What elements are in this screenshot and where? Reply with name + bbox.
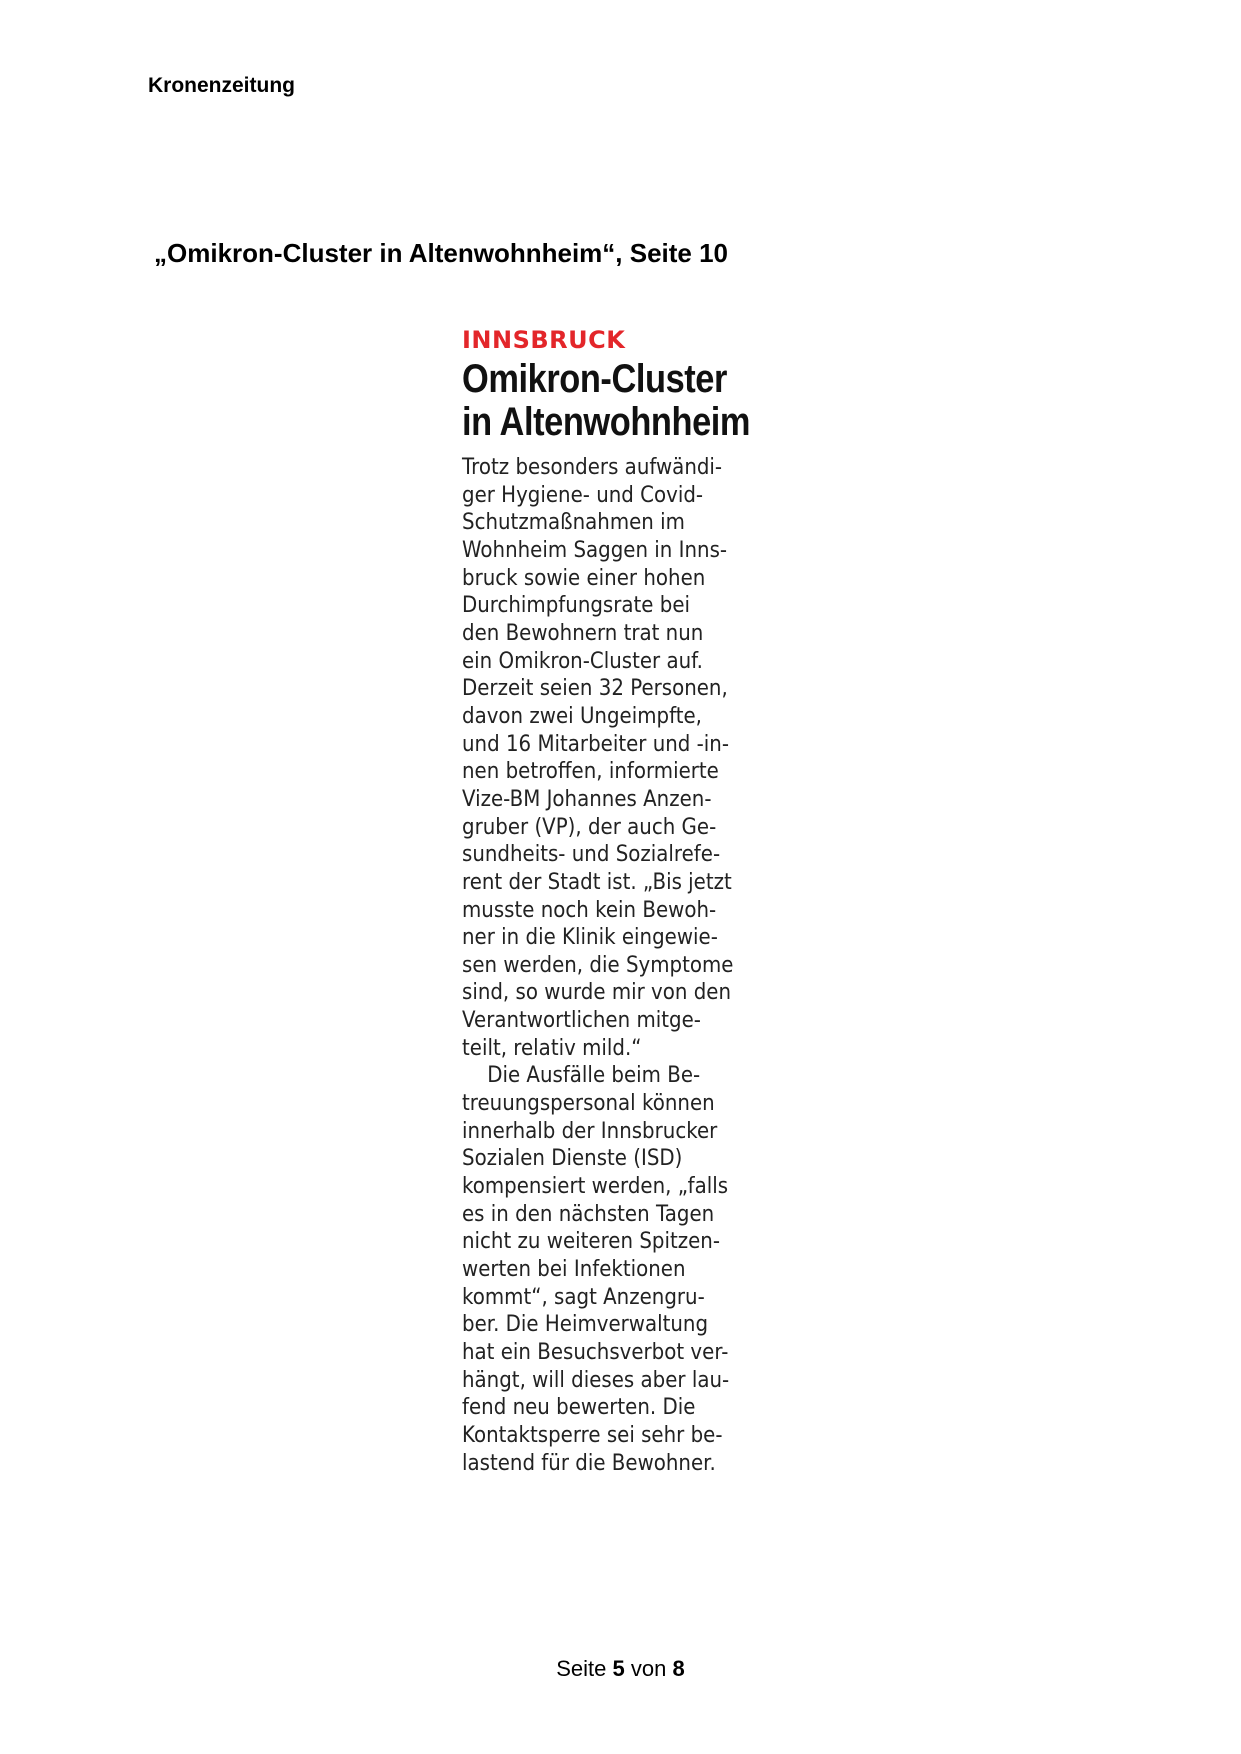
article-body bbox=[462, 454, 792, 1477]
body-line: bruck sowie einer hohen bbox=[462, 565, 706, 591]
article-headline bbox=[462, 357, 751, 444]
body-line: und 16 Mitarbeiter und -in- bbox=[462, 731, 730, 757]
headline-line: in Altenwohnheim bbox=[462, 400, 751, 444]
body-line: den Bewohnern trat nun bbox=[462, 620, 704, 646]
body-line: fend neu bewerten. Die bbox=[462, 1395, 696, 1421]
body-line: kommt“, sagt Anzengru- bbox=[462, 1284, 705, 1310]
article-kicker: INNSBRUCK bbox=[462, 326, 626, 354]
body-line: Die Ausfälle beim Be- bbox=[487, 1063, 701, 1089]
body-line: ger Hygiene- und Covid- bbox=[462, 482, 704, 508]
page-number bbox=[0, 1656, 1241, 1682]
body-line: Vize-BM Johannes Anzen- bbox=[462, 786, 712, 812]
body-line: es in den nächsten Tagen bbox=[462, 1201, 715, 1227]
body-line: nicht zu weiteren Spitzen- bbox=[462, 1229, 721, 1255]
body-line: werten bei Infektionen bbox=[462, 1257, 686, 1283]
body-line: nen betroffen, informierte bbox=[462, 759, 719, 785]
body-line: sen werden, die Symptome bbox=[462, 952, 734, 978]
body-line: Sozialen Dienste (ISD) bbox=[462, 1146, 683, 1172]
source-name: Kronenzeitung bbox=[148, 74, 295, 97]
body-line: lastend für die Bewohner. bbox=[462, 1450, 716, 1476]
body-line: Derzeit seien 32 Personen, bbox=[462, 676, 728, 702]
current-page: 5 bbox=[612, 1656, 625, 1681]
body-line: Trotz besonders aufwändi- bbox=[462, 455, 723, 480]
body-line: Schutzmaßnahmen im bbox=[462, 510, 685, 536]
body-line: ber. Die Heimverwaltung bbox=[462, 1312, 709, 1338]
body-line: davon zwei Ungeimpfte, bbox=[462, 703, 702, 729]
body-line: Durchimpfungsrate bei bbox=[462, 593, 691, 619]
body-line: rent der Stadt ist. „Bis jetzt bbox=[462, 869, 732, 895]
body-line: gruber (VP), der auch Ge- bbox=[462, 814, 717, 840]
body-line: Wohnheim Saggen in Inns- bbox=[462, 537, 728, 563]
document-title: „Omikron-Cluster in Altenwohnheim“, Seite 10 bbox=[154, 238, 729, 268]
body-line: Kontaktsperre sei sehr be- bbox=[462, 1422, 723, 1448]
body-line: ein Omikron-Cluster auf. bbox=[462, 648, 703, 674]
headline-line: Omikron-Cluster bbox=[462, 357, 727, 401]
body-line: teilt, relativ mild.“ bbox=[462, 1035, 642, 1061]
body-line: sind, so wurde mir von den bbox=[462, 980, 732, 1006]
body-line: kompensiert werden, „falls bbox=[462, 1174, 729, 1200]
body-line: treuungspersonal können bbox=[462, 1091, 715, 1117]
total-pages: 8 bbox=[672, 1656, 685, 1681]
article-clipping bbox=[462, 326, 792, 1477]
body-line: Verantwortlichen mitge- bbox=[462, 1008, 701, 1034]
body-line: musste noch kein Bewoh- bbox=[462, 897, 717, 923]
page-label: Seite bbox=[556, 1656, 607, 1681]
body-line: ner in die Klinik eingewie- bbox=[462, 925, 718, 951]
body-line: innerhalb der Innsbrucker bbox=[462, 1118, 718, 1144]
page-of-label: von bbox=[630, 1656, 667, 1681]
body-line: hängt, will dieses aber lau- bbox=[462, 1367, 730, 1393]
body-line: sundheits- und Sozialrefe- bbox=[462, 842, 721, 868]
body-line: hat ein Besuchsverbot ver- bbox=[462, 1340, 729, 1365]
